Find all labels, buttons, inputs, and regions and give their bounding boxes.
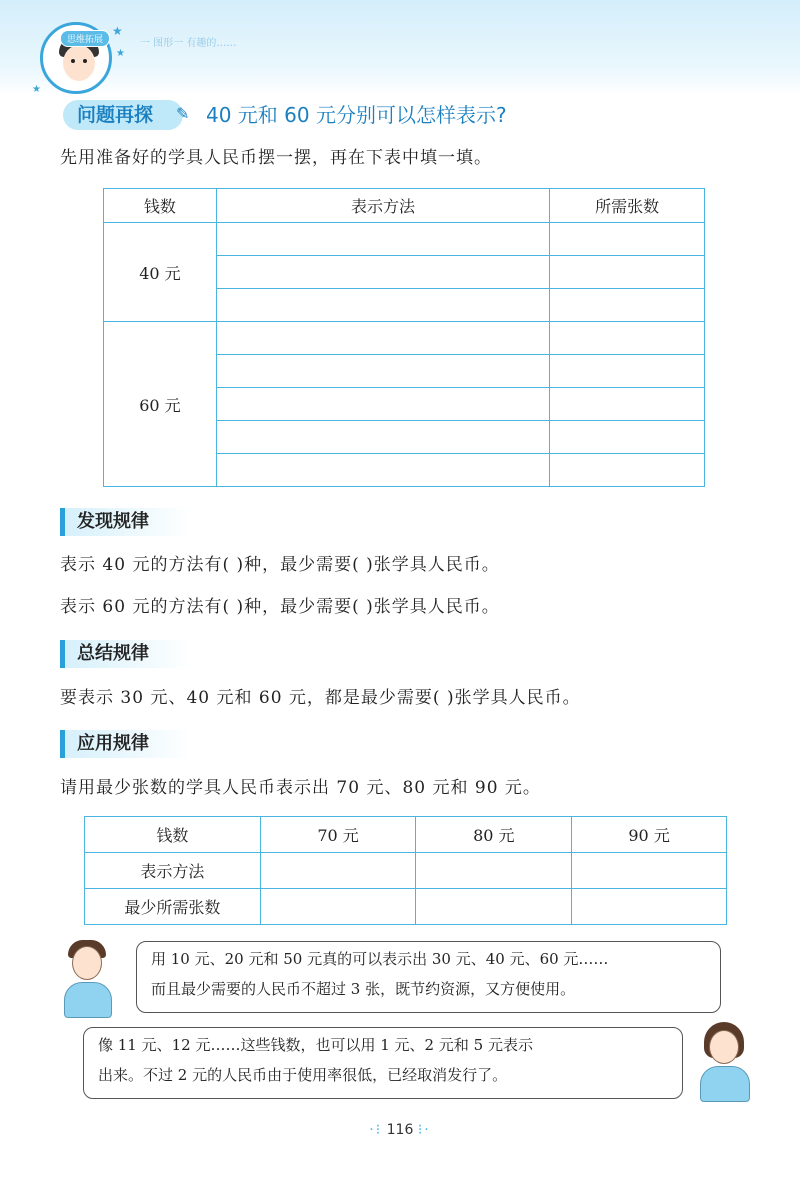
row-label-method: 表示方法 (85, 853, 261, 889)
answer-cell[interactable] (216, 388, 549, 421)
money-table-1 (103, 188, 705, 487)
answer-cell[interactable] (216, 223, 549, 256)
answer-cell[interactable] (572, 889, 727, 925)
page-number-value: 116 (386, 1122, 414, 1138)
answer-cell[interactable] (572, 853, 727, 889)
answer-cell[interactable] (550, 322, 705, 355)
girl-illustration (690, 1022, 762, 1102)
mascot-tag: 思维拓展 (60, 30, 110, 47)
answer-cell[interactable] (216, 256, 549, 289)
boy-speech-line-2: 而且最少需要的人民币不超过 3 张，既节约资源，又方便使用。 (151, 980, 576, 998)
table-header: 70 元 (260, 817, 416, 853)
answer-cell[interactable] (550, 355, 705, 388)
pencil-icon: ✎ (176, 104, 190, 123)
boy-speech-bubble (136, 941, 721, 1013)
row-label-60: 60 元 (104, 322, 217, 487)
discover-line-1: 表示 40 元的方法有( )种，最少需要( )张学具人民币。 (60, 555, 500, 575)
answer-cell[interactable] (550, 454, 705, 487)
answer-cell[interactable] (550, 289, 705, 322)
section-title-apply: 应用规律 (60, 730, 190, 758)
page-number: ·⁝ 116 ⁝· (369, 1122, 431, 1138)
answer-cell[interactable] (550, 223, 705, 256)
answer-cell[interactable] (216, 322, 549, 355)
table-header: 表示方法 (216, 189, 549, 223)
answer-cell[interactable] (260, 889, 416, 925)
answer-cell[interactable] (550, 256, 705, 289)
answer-cell[interactable] (260, 853, 416, 889)
answer-cell[interactable] (216, 454, 549, 487)
table-header: 80 元 (416, 817, 572, 853)
row-label-min-count: 最少所需张数 (85, 889, 261, 925)
question-text: 40 元和 60 元分别可以怎样表示? (206, 103, 507, 127)
girl-speech-bubble (83, 1027, 683, 1099)
table-header: 钱数 (104, 189, 217, 223)
table-header: 90 元 (572, 817, 727, 853)
girl-speech-line-1: 像 11 元、12 元……这些钱数，也可以用 1 元、2 元和 5 元表示 (98, 1036, 533, 1054)
star-icon: ★ (112, 24, 123, 38)
table-header: 钱数 (85, 817, 261, 853)
star-icon: ★ (32, 84, 41, 95)
boy-illustration (60, 940, 132, 1020)
answer-cell[interactable] (416, 853, 572, 889)
answer-cell[interactable] (550, 388, 705, 421)
section-title-summary: 总结规律 (60, 640, 190, 668)
girl-speech-line-2: 出来。不过 2 元的人民币由于使用率很低，已经取消发行了。 (98, 1066, 508, 1084)
answer-cell[interactable] (550, 421, 705, 454)
summary-line: 要表示 30 元、40 元和 60 元，都是最少需要( )张学具人民币。 (60, 688, 581, 708)
boy-speech-line-1: 用 10 元、20 元和 50 元真的可以表示出 30 元、40 元、60 元…… (151, 950, 609, 968)
answer-cell[interactable] (416, 889, 572, 925)
intro-text: 先用准备好的学具人民币摆一摆，再在下表中填一填。 (60, 148, 492, 168)
running-header: 一 图形一 有趣的…… (140, 38, 237, 49)
question-tag: 问题再探 (63, 100, 183, 130)
star-icon: ★ (116, 48, 125, 59)
answer-cell[interactable] (216, 421, 549, 454)
row-label-40: 40 元 (104, 223, 217, 322)
answer-cell[interactable] (216, 355, 549, 388)
discover-line-2: 表示 60 元的方法有( )种，最少需要( )张学具人民币。 (60, 597, 500, 617)
section-title-discover: 发现规律 (60, 508, 190, 536)
apply-line: 请用最少张数的学具人民币表示出 70 元、80 元和 90 元。 (60, 778, 541, 798)
table-header: 所需张数 (550, 189, 705, 223)
answer-cell[interactable] (216, 289, 549, 322)
money-table-2 (84, 816, 727, 925)
